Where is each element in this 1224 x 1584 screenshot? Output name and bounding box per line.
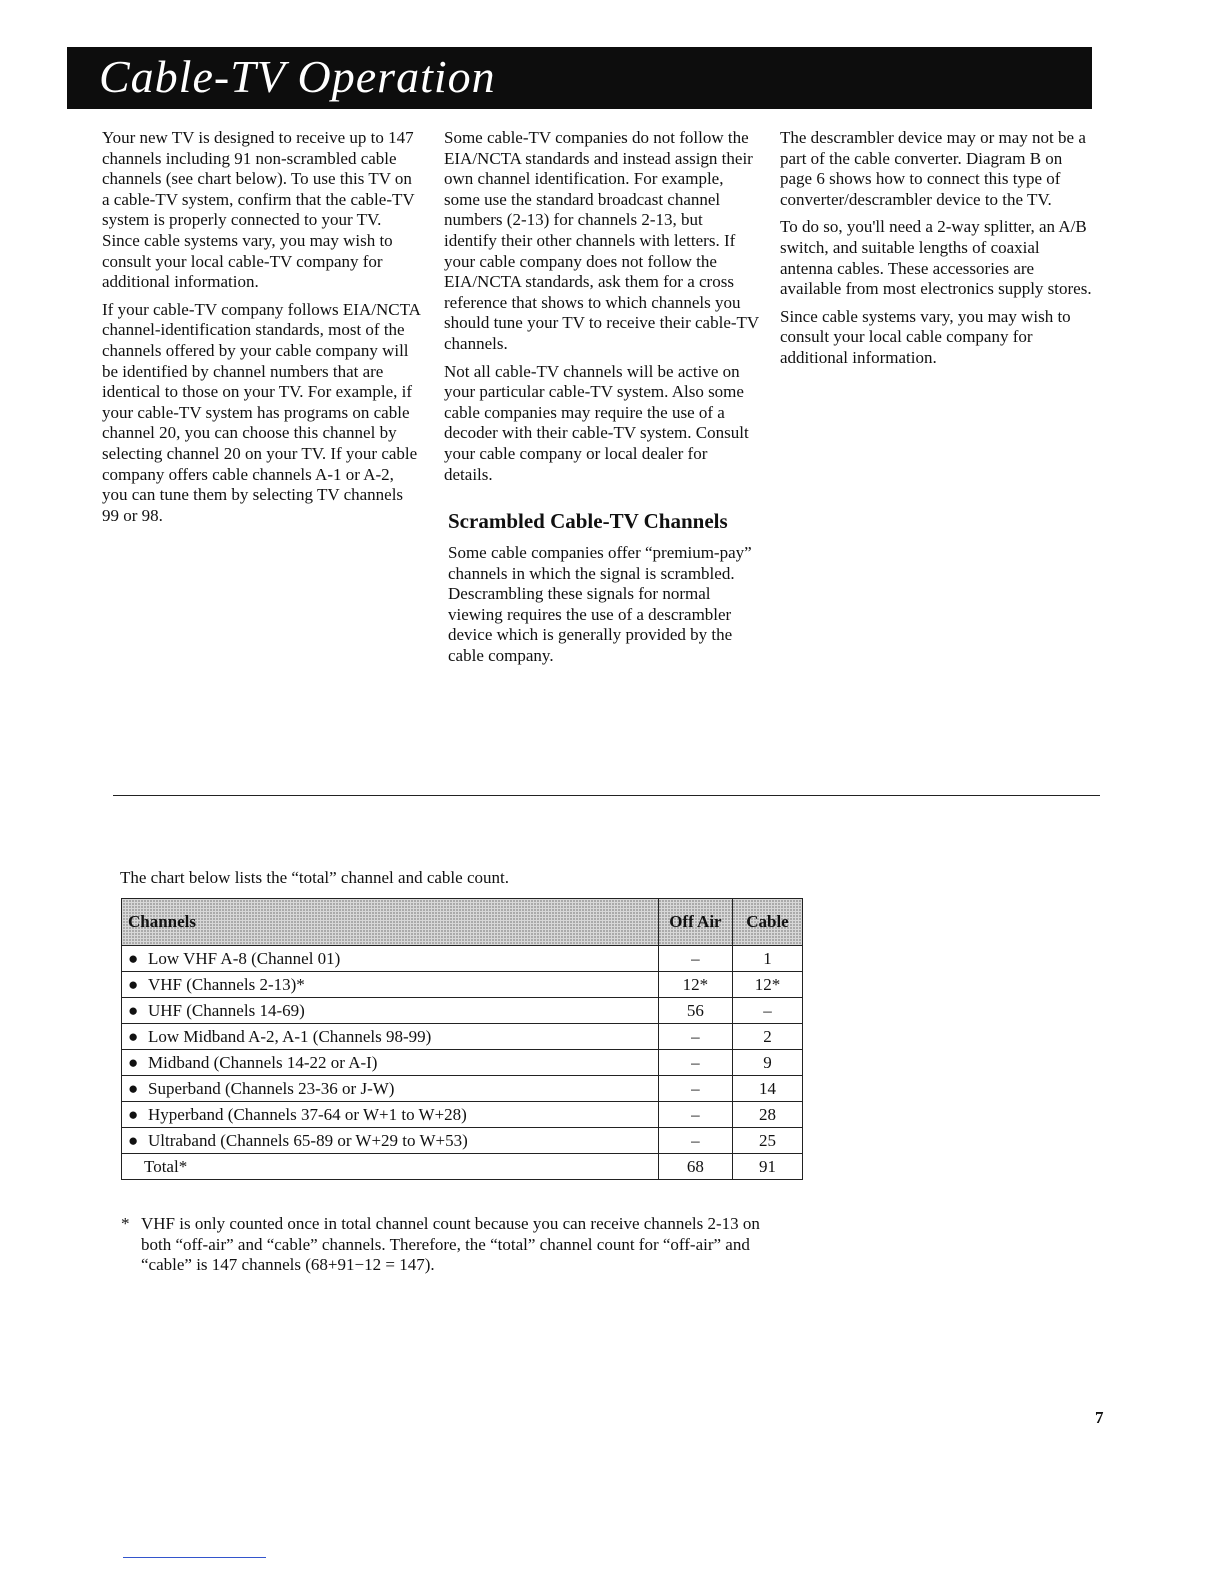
off-air-cell: – — [658, 1050, 732, 1076]
cable-cell: 25 — [732, 1128, 802, 1154]
total-label: Total* — [122, 1154, 659, 1180]
off-air-cell: – — [658, 1102, 732, 1128]
header-channels: Channels — [122, 899, 659, 946]
page-number: 7 — [1095, 1408, 1104, 1427]
paragraph: The descrambler device may or may not be a part of the cable converter. Diagram B on page 6 shows how to connect this type of converter/descrambler device to the TV. — [780, 128, 1086, 209]
cable-cell: 28 — [732, 1102, 802, 1128]
off-air-cell: 12* — [658, 972, 732, 998]
bullet-icon: ● — [128, 1078, 139, 1098]
paragraph: Not all cable-TV channels will be active on your particular cable-TV system. Also some cable companies may require the use of a decoder with their cable-TV system. Consult your cable company or local dealer for details. — [444, 361, 749, 484]
table-row — [122, 972, 803, 998]
row-label: VHF (Channels 2-13)* — [148, 974, 305, 994]
cable-cell: 9 — [732, 1050, 802, 1076]
table-header-row — [122, 899, 803, 946]
cable-cell: – — [732, 998, 802, 1024]
column-3 — [780, 128, 1095, 376]
cable-cell: 12* — [732, 972, 802, 998]
paragraph: Your new TV is designed to receive up to 147 channels including 91 non-scrambled cable channels (see chart below). To use this TV on a cable-TV system, confirm that the cable-TV system is properly connected to your TV. Since cable systems vary, you may wish to consult your local cable-TV company for additional information. — [102, 128, 415, 292]
table-row — [122, 1128, 803, 1154]
bullet-icon: ● — [128, 1052, 139, 1072]
total-cable: 91 — [732, 1154, 802, 1180]
table-row — [122, 1076, 803, 1102]
row-label: UHF (Channels 14-69) — [148, 1000, 305, 1020]
off-air-cell: – — [658, 1076, 732, 1102]
paragraph: Since cable systems vary, you may wish to consult your local cable company for additional information. — [780, 306, 1071, 367]
footnote-text: VHF is only counted once in total channel count because you can receive channels 2-13 on both “off-air” and “cable” channels. Therefore, the “total” channel count for “off-air” and “cable” is 147 channels (68+91−12 = 147). — [141, 1214, 760, 1274]
table-row — [122, 998, 803, 1024]
footnote-marker: * — [121, 1214, 130, 1233]
header-off-air: Off Air — [658, 899, 732, 946]
paragraph: Some cable-TV companies do not follow the EIA/NCTA standards and instead assign their own channel identification. For example, some use the standard broadcast channel numbers (2-13) for channels 2-13, but identify their other channels with letters. If your cable company does not follow the EIA/NCTA standards, ask them for a cross reference that shows to which channels you should tune your TV to receive their cable-TV channels. — [444, 128, 759, 353]
section-heading: Scrambled Cable-TV Channels — [448, 509, 728, 534]
footnote — [121, 1214, 781, 1276]
page-title: Cable-TV Operation — [99, 51, 496, 102]
paragraph: Some cable companies offer “premium-pay” channels in which the signal is scrambled. Descrambling these signals for normal viewing requires the use of a descrambler device which is generally provided by the cable company. — [448, 543, 752, 666]
table-row — [122, 1102, 803, 1128]
off-air-cell: – — [658, 1024, 732, 1050]
cable-cell: 14 — [732, 1076, 802, 1102]
bullet-icon: ● — [128, 974, 139, 994]
bullet-icon: ● — [128, 948, 139, 968]
cable-cell: 1 — [732, 946, 802, 972]
row-label: Ultraband (Channels 65-89 or W+29 to W+53) — [148, 1130, 468, 1150]
table-row — [122, 1050, 803, 1076]
off-air-cell: 56 — [658, 998, 732, 1024]
header-cable: Cable — [732, 899, 802, 946]
row-label: Superband (Channels 23-36 or J-W) — [148, 1078, 395, 1098]
paragraph: If your cable-TV company follows EIA/NCTA channel-identification standards, most of the channels offered by your cable company will be identified by channel numbers that are identical to those on your TV. For example, if your cable-TV system has programs on cable channel 20, you can choose this channel by selecting channel 20 on your TV. If your cable company offers cable channels A-1 or A-2, you can tune them by selecting TV channels 99 or 98. — [102, 299, 420, 525]
chart-intro: The chart below lists the “total” channel and cable count. — [120, 868, 509, 887]
cable-cell: 2 — [732, 1024, 802, 1050]
table-row — [122, 946, 803, 972]
column-2 — [444, 128, 759, 674]
bullet-icon: ● — [128, 1104, 139, 1124]
paragraph: To do so, you'll need a 2-way splitter, an A/B switch, and suitable lengths of coaxial antenna cables. These accessories are available from most electronics supply stores. — [780, 217, 1092, 299]
table-row — [122, 1024, 803, 1050]
bullet-icon: ● — [128, 1026, 139, 1046]
bullet-icon: ● — [128, 1130, 139, 1150]
table-total-row — [122, 1154, 803, 1180]
off-air-cell: – — [658, 946, 732, 972]
row-label: Hyperband (Channels 37-64 or W+1 to W+28) — [148, 1104, 467, 1124]
channel-count-table — [121, 898, 803, 1180]
off-air-cell: – — [658, 1128, 732, 1154]
row-label: Low Midband A-2, A-1 (Channels 98-99) — [148, 1026, 432, 1046]
title-banner — [67, 47, 1092, 109]
bullet-icon: ● — [128, 1000, 139, 1020]
column-1 — [102, 128, 420, 533]
scan-artifact-line — [123, 1557, 266, 1558]
row-label: Midband (Channels 14-22 or A-I) — [148, 1052, 378, 1072]
total-off-air: 68 — [658, 1154, 732, 1180]
row-label: Low VHF A-8 (Channel 01) — [148, 948, 341, 968]
section-divider — [113, 795, 1100, 796]
